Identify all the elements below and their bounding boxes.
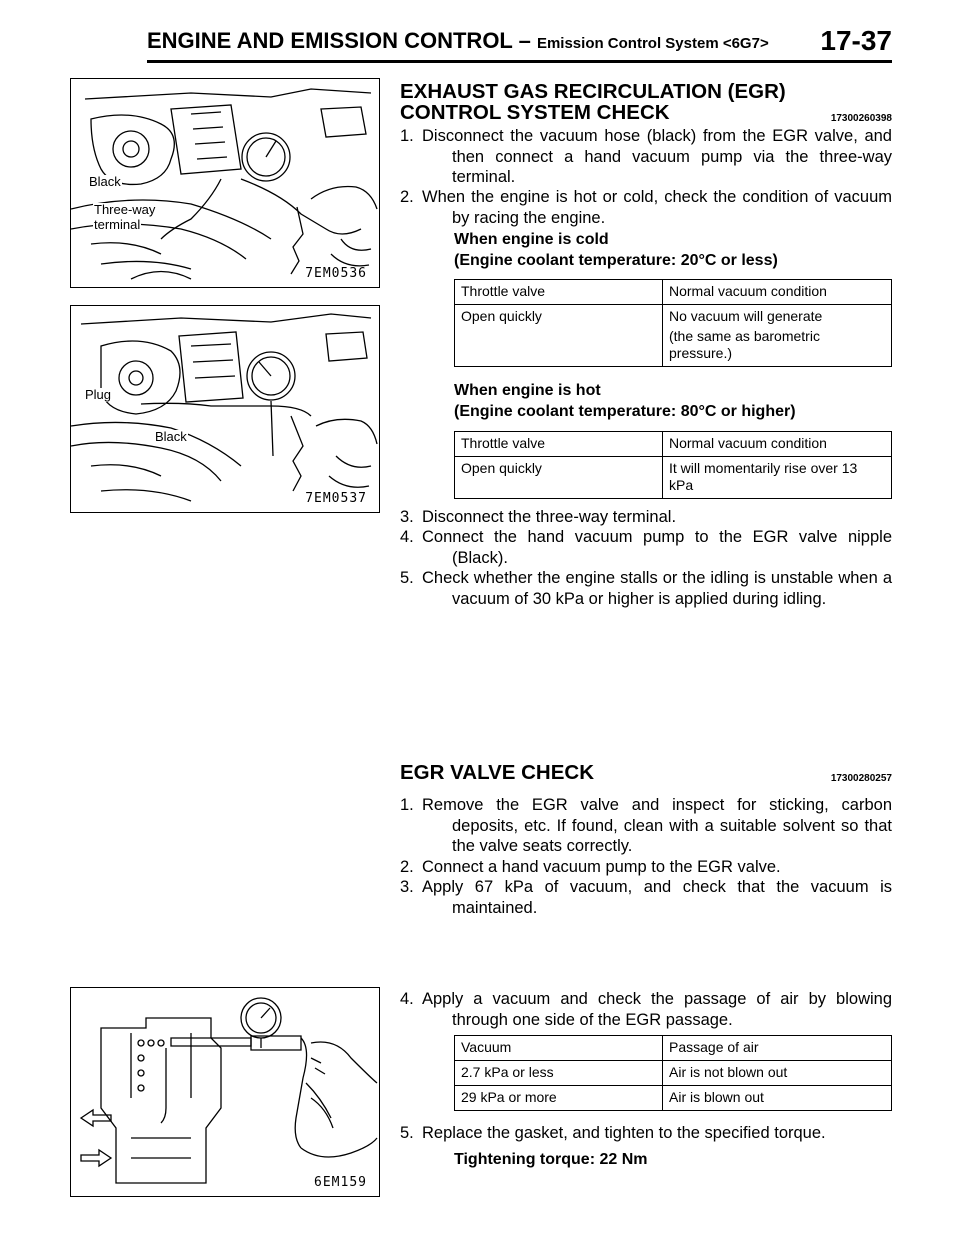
step-1 <box>400 126 892 188</box>
step-text: When the engine is hot or cold, check the condition of vacuum by racing the engine. <box>422 188 892 227</box>
table-cell: Throttle valve <box>455 432 663 457</box>
table-cold <box>454 279 892 367</box>
section-title-egr-system <box>400 81 892 123</box>
table-row <box>455 280 892 305</box>
table-cell: Normal vacuum condition <box>663 280 892 305</box>
step-text: Remove the EGR valve and inspect for sticking, carbon deposits, etc. If found, clean with a suitable solvent so that the valve seats correctly. <box>422 796 892 855</box>
label-three-way: Three-way <box>94 202 156 217</box>
condition-cold <box>454 230 778 271</box>
table-row <box>455 1086 892 1111</box>
header-rule <box>147 60 892 63</box>
condition-hot <box>454 381 796 422</box>
step-number: 4. <box>400 528 414 546</box>
table-hot <box>454 431 892 499</box>
step-number: 3. <box>400 878 414 896</box>
valve-step-5 <box>400 1123 892 1144</box>
label-terminal: terminal <box>94 217 141 232</box>
table-cell: 29 kPa or more <box>455 1086 663 1111</box>
step-text: Connect the hand vacuum pump to the EGR valve nipple (Black). <box>422 528 892 567</box>
table-cell: Passage of air <box>663 1036 892 1061</box>
step-text: Check whether the engine stalls or the idling is unstable when a vacuum of 30 kPa or higher is applied during idling. <box>422 569 892 608</box>
cell-line: (the same as barometric pressure.) <box>669 328 820 361</box>
header-subtitle: Emission Control System <6G7> <box>536 35 769 52</box>
step-number: 5. <box>400 1124 414 1142</box>
step-text: Disconnect the three-way terminal. <box>422 508 677 526</box>
egr-valve-illustration <box>71 988 379 1196</box>
page-header <box>147 25 892 64</box>
table-cell: It will momentarily rise over 13 kPa <box>663 457 892 499</box>
valve-step-2 <box>400 857 892 878</box>
table-cell <box>663 305 892 367</box>
step-text: Replace the gasket, and tighten to the specified torque. <box>422 1124 826 1142</box>
figure-code-3: 6EM159 <box>314 1175 367 1190</box>
table-cell: Open quickly <box>455 305 663 367</box>
header-title <box>147 28 769 54</box>
valve-step-4 <box>400 989 892 1030</box>
step-number: 1. <box>400 796 414 814</box>
condition-detail: (Engine coolant temperature: 80°C or higher) <box>454 402 796 420</box>
step-number: 4. <box>400 990 414 1008</box>
step-text: Apply 67 kPa of vacuum, and check that the vacuum is maintained. <box>422 878 892 917</box>
page-number: 17-37 <box>820 25 892 56</box>
step-text: Apply a vacuum and check the passage of air by blowing through one side of the EGR passage. <box>422 990 892 1029</box>
table-passage <box>454 1035 892 1111</box>
step-number: 5. <box>400 569 414 587</box>
valve-step-1 <box>400 795 892 857</box>
figure-code-2: 7EM0537 <box>305 491 367 506</box>
table-cell: Vacuum <box>455 1036 663 1061</box>
table-cell: 2.7 kPa or less <box>455 1061 663 1086</box>
step-4 <box>400 527 892 568</box>
engine-illustration-2 <box>71 306 379 512</box>
condition-detail: (Engine coolant temperature: 20°C or less) <box>454 251 778 269</box>
tightening-torque: Tightening torque: 22 Nm <box>454 1151 648 1168</box>
table-row <box>455 1061 892 1086</box>
table-cell: Air is not blown out <box>663 1061 892 1086</box>
table-row <box>455 457 892 499</box>
header-title-text: ENGINE AND EMISSION CONTROL <box>147 28 513 53</box>
table-row <box>455 1036 892 1061</box>
step-number: 1. <box>400 127 414 145</box>
table-row <box>455 432 892 457</box>
section-title-egr-valve <box>400 762 892 783</box>
label-black: Black <box>89 174 121 189</box>
table-row <box>455 305 892 367</box>
step-number: 2. <box>400 858 414 876</box>
condition-title: When engine is hot <box>454 382 601 399</box>
table-cell: Throttle valve <box>455 280 663 305</box>
table-cell: Normal vacuum condition <box>663 432 892 457</box>
figure-egr-hose-three-way <box>70 78 380 288</box>
section-title-line1: EXHAUST GAS RECIRCULATION (EGR) <box>400 80 786 103</box>
section-title-line2: CONTROL SYSTEM CHECK <box>400 101 670 124</box>
step-text: Connect a hand vacuum pump to the EGR valve. <box>422 858 781 876</box>
section-code-egr-valve: 17300280257 <box>830 773 892 784</box>
header-dash: – <box>512 28 537 53</box>
condition-title: When engine is cold <box>454 231 609 248</box>
label-black-2: Black <box>155 429 187 444</box>
section-code-egr-system: 17300260398 <box>830 113 892 124</box>
valve-step-3 <box>400 877 892 918</box>
label-plug: Plug <box>85 387 112 402</box>
step-5 <box>400 568 892 609</box>
section-title-text: EGR VALVE CHECK <box>400 761 595 784</box>
table-cell: Air is blown out <box>663 1086 892 1111</box>
step-number: 3. <box>400 508 414 526</box>
step-number: 2. <box>400 188 414 206</box>
figure-egr-nipple-plug <box>70 305 380 513</box>
cell-line: No vacuum will generate <box>669 308 823 324</box>
table-cell: Open quickly <box>455 457 663 499</box>
step-text: Disconnect the vacuum hose (black) from the EGR valve, and then connect a hand vacuum pump via the three-way terminal. <box>422 127 892 186</box>
step-2 <box>400 187 892 228</box>
step-3 <box>400 507 892 528</box>
figure-code-1: 7EM0536 <box>305 266 367 281</box>
figure-egr-valve-passage <box>70 987 380 1197</box>
